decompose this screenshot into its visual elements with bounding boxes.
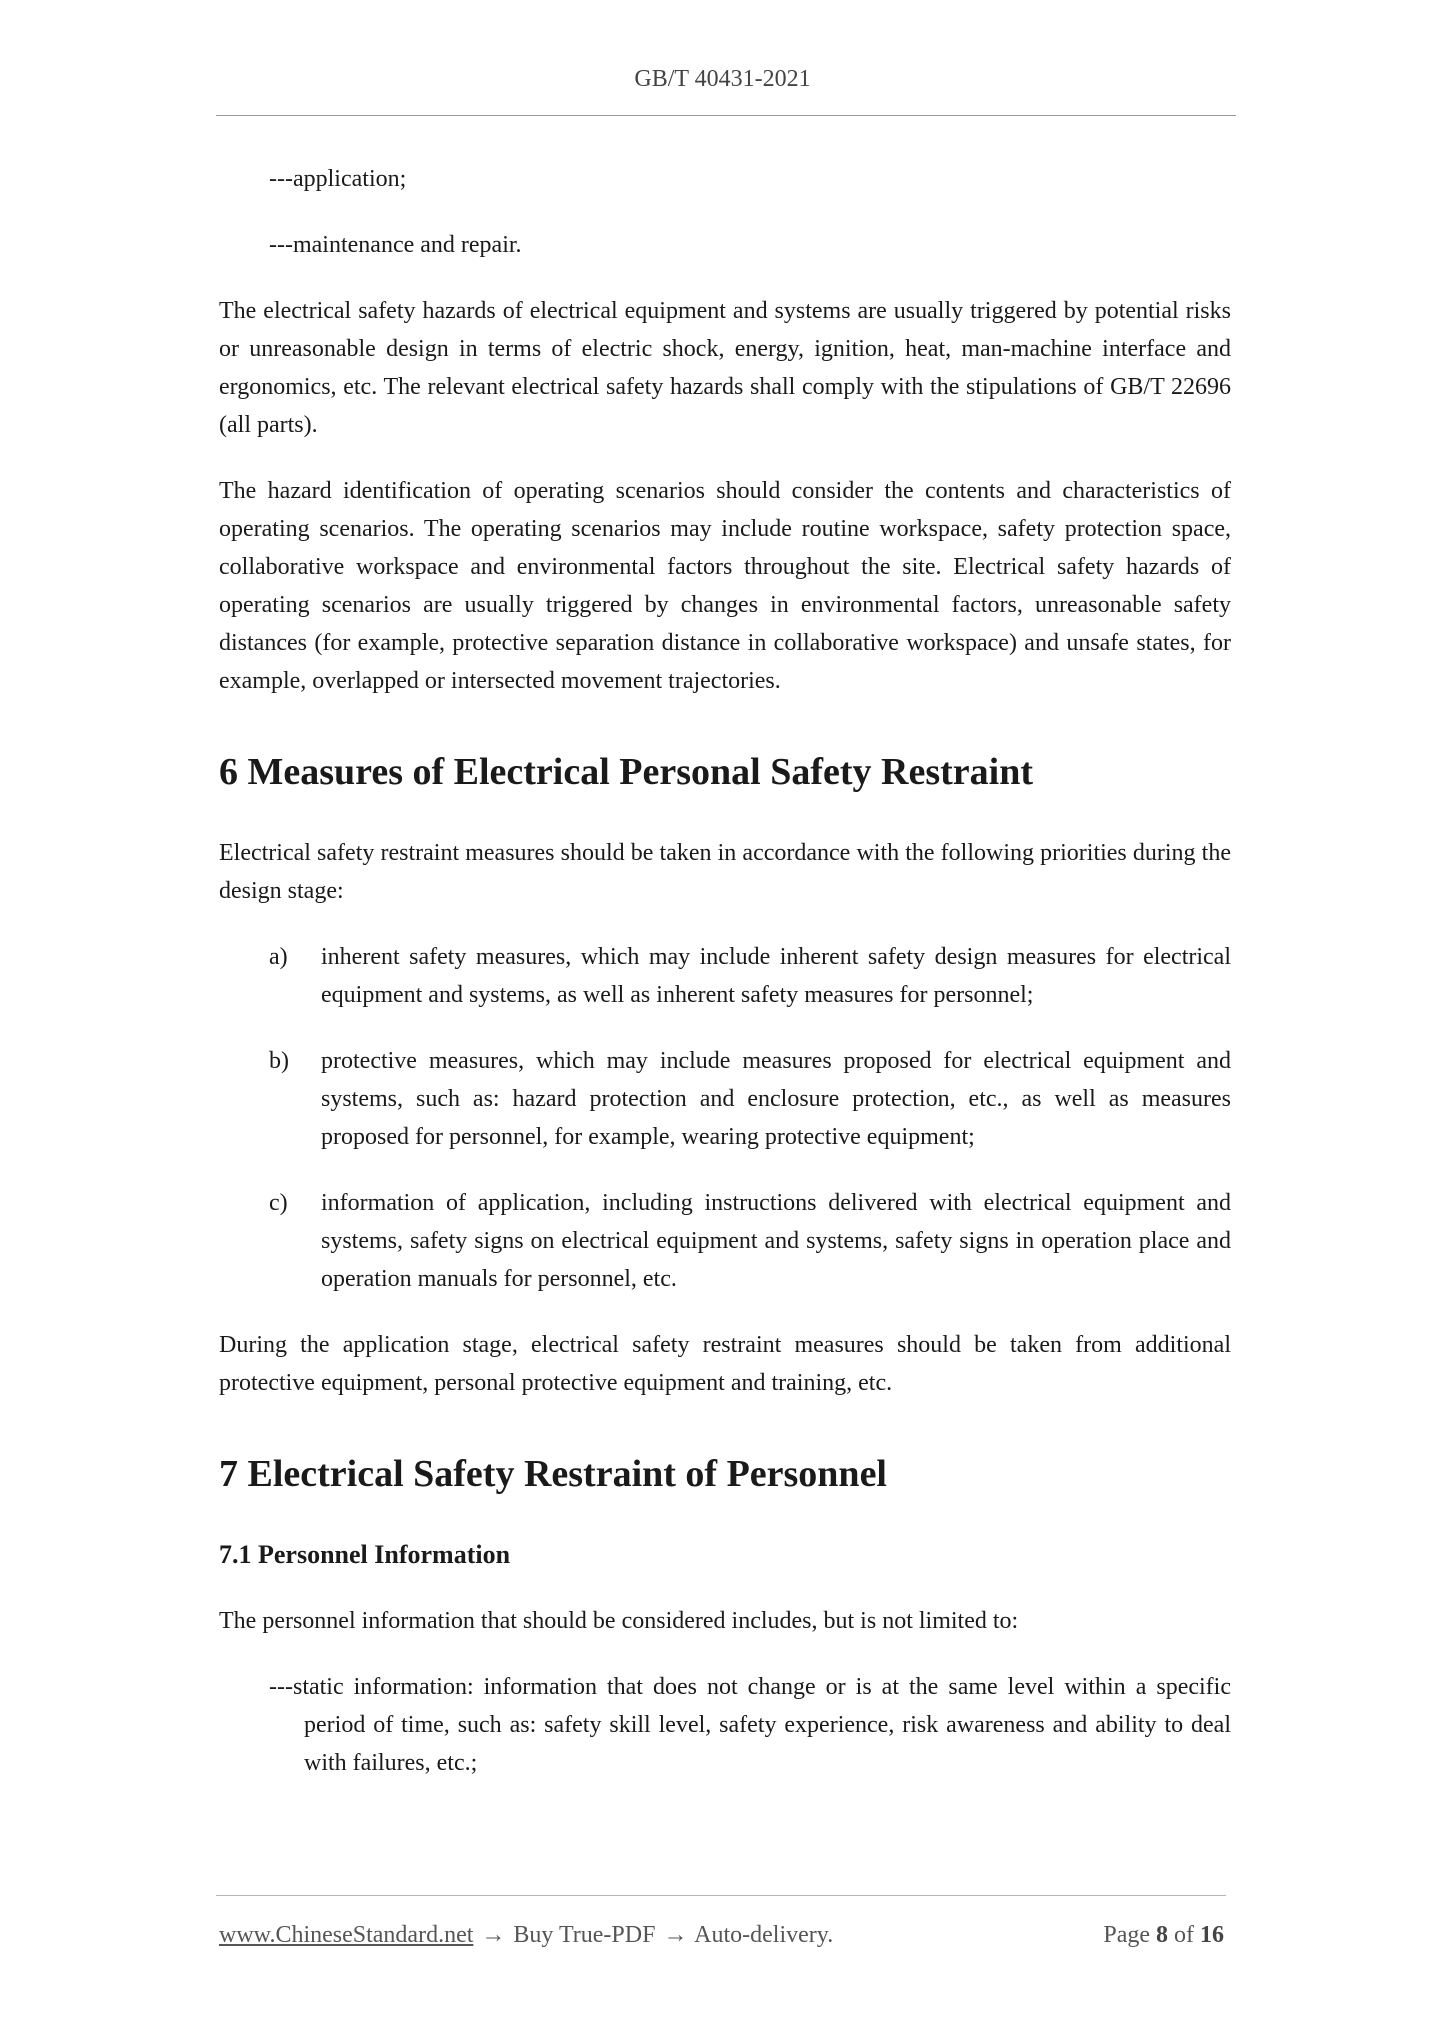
list-text: protective measures, which may include measures proposed for electrical equipment and systems, such as: hazard protection and enclosure protection, etc., as well as measures proposed for personnel, for example, wearing protective equipment; bbox=[321, 1048, 1231, 1150]
footer bbox=[219, 1922, 1224, 1949]
section-7-heading: 7 Electrical Safety Restraint of Personnel bbox=[219, 1453, 887, 1495]
website-link[interactable]: www.ChineseStandard.net bbox=[219, 1922, 474, 1948]
list-text: information of application, including instructions delivered with electrical equipment and systems, safety signs on electrical equipment and systems, safety signs in operation place and operation manuals for personnel, etc. bbox=[321, 1190, 1231, 1292]
arrow-right-icon: → bbox=[663, 1922, 688, 1948]
document-code: GB/T 40431-2021 bbox=[634, 66, 811, 92]
paragraph: The hazard identification of operating scenarios should consider the contents and characteristics of operating scenarios. The operating scenarios may include routine workspace, safety protection space, collaborative workspace and environmental factors throughout the site. Electrical safety hazards of operating scenarios are usually triggered by changes in environmental factors, unreasonable safety distances (for example, protective separation distance in collaborative workspace) and unsafe states, for example, overlapped or intersected movement trajectories. bbox=[219, 478, 1231, 694]
list-item bbox=[269, 1042, 1231, 1156]
section-6-heading: 6 Measures of Electrical Personal Safety Restraint bbox=[219, 751, 1033, 793]
footer-divider bbox=[216, 1895, 1226, 1896]
list-text: inherent safety measures, which may include inherent safety design measures for electrical equipment and systems, as well as inherent safety measures for personnel; bbox=[321, 944, 1231, 1008]
page-total: 16 bbox=[1200, 1922, 1224, 1948]
header-divider bbox=[216, 115, 1236, 116]
arrow-right-icon: → bbox=[481, 1922, 506, 1948]
page-indicator bbox=[1103, 1922, 1224, 1949]
paragraph: The personnel information that should be considered includes, but is not limited to: bbox=[219, 1608, 1019, 1634]
delivery-text: Auto-delivery. bbox=[694, 1922, 834, 1948]
paragraph: During the application stage, electrical safety restraint measures should be taken from additional protective equipment, personal protective equipment and training, etc. bbox=[219, 1332, 1231, 1396]
subsection-7-1-heading: 7.1 Personnel Information bbox=[219, 1540, 511, 1569]
page-of: of bbox=[1174, 1922, 1194, 1948]
list-item bbox=[269, 938, 1231, 1014]
buy-text: Buy True-PDF bbox=[513, 1922, 656, 1948]
list-marker: c) bbox=[269, 1190, 288, 1216]
paragraph: The electrical safety hazards of electrical equipment and systems are usually triggered by potential risks or unreasonable design in terms of electric shock, energy, ignition, heat, man-machine interface and ergonomics, etc. The relevant electrical safety hazards shall comply with the stipulations of GB/T 22696 (all parts). bbox=[219, 298, 1231, 438]
list-item: ---maintenance and repair. bbox=[269, 232, 522, 258]
paragraph: Electrical safety restraint measures should be taken in accordance with the following priorities during the design stage: bbox=[219, 840, 1231, 904]
list-item bbox=[269, 1184, 1231, 1298]
list-marker: b) bbox=[269, 1048, 289, 1074]
page-content bbox=[219, 160, 1231, 1782]
footer-promo bbox=[219, 1922, 833, 1949]
list-item: ---application; bbox=[269, 166, 407, 192]
page-label: Page bbox=[1103, 1922, 1150, 1948]
list-marker: a) bbox=[269, 944, 288, 970]
page-current: 8 bbox=[1156, 1922, 1168, 1948]
list-item: ---static information: information that does not change or is at the same level within a specific period of time, such as: safety skill level, safety experience, risk awareness and ability to deal with failures, etc.; bbox=[269, 1674, 1231, 1776]
